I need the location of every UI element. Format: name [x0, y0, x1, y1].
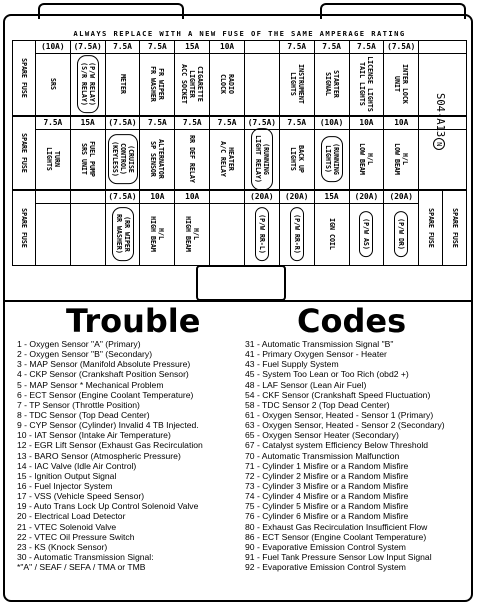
fuse-label: H/L LOW BEAM — [393, 142, 410, 175]
trouble-code-item: 65 - Oxygen Sensor Heater (Secondary) — [245, 430, 399, 441]
trouble-code-item: 30 - Automatic Transmission Signal: — [17, 551, 154, 562]
fuse-label: FR WIPER FR WASHER — [149, 66, 166, 102]
fuse-slot — [349, 117, 384, 189]
fuse-amperage: 7.5A — [175, 117, 209, 130]
fuse-amperage: (7.5A) — [384, 41, 418, 54]
fuse-label: LICENSE LIGHTS TAIL LIGHTS — [358, 56, 375, 112]
trouble-code-item: 13 - BARO Sensor (Atmospheric Pressure) — [17, 450, 181, 461]
fuse-slot — [349, 191, 384, 265]
warning-header: ALWAYS REPLACE WITH A NEW FUSE OF THE SAME AMPERAGE RATING — [73, 29, 406, 38]
fuse-amperage: 7.5A — [280, 117, 314, 130]
trouble-code-item: 10 - IAT Sensor (Intake Air Temperature) — [17, 430, 171, 441]
fuse-amperage — [13, 41, 35, 53]
trouble-code-item: 48 - LAF Sensor (Lean Air Fuel) — [245, 379, 367, 390]
trouble-code-item: 3 - MAP Sensor (Manifold Absolute Pressure) — [17, 359, 191, 370]
fuse-label: INSTRUMENT LIGHTS — [288, 64, 305, 104]
fuse-label: SPARE FUSE — [19, 133, 28, 173]
fuse-slot — [209, 41, 244, 115]
trouble-code-item: 90 - Evaporative Emission Control System — [245, 541, 406, 552]
fuse-row-1 — [12, 40, 467, 116]
fuse-label: HEATER A/C RELAY — [219, 140, 236, 177]
fuse-row-3 — [12, 190, 467, 266]
fuse-slot — [244, 41, 279, 115]
fuse-label: SRS — [48, 77, 57, 90]
fuse-label: RR DEF RELAY — [188, 134, 197, 183]
trouble-code-item: 43 - Fuel Supply System — [245, 359, 339, 370]
fuse-amperage: (7.5A) — [71, 41, 105, 54]
trouble-code-item: 4 - CKP Sensor (Crankshaft Position Sensor) — [17, 369, 189, 380]
trouble-code-item: 14 - IAC Valve (Idle Air Control) — [17, 460, 137, 471]
fuse-slot — [383, 191, 418, 265]
trouble-code-item: 91 - Fuel Tank Pressure Sensor Low Input Signal — [245, 551, 432, 562]
fuse-label: (P/W RR-L) — [255, 207, 269, 261]
fuse-label: TURN LIGHTS — [44, 146, 61, 171]
fuse-amperage — [36, 191, 70, 204]
fuse-amperage: 15A — [71, 117, 105, 130]
fuse-amperage: (7.5A) — [106, 117, 140, 130]
fuse-slot — [279, 117, 314, 189]
fuse-slot — [442, 191, 466, 265]
fuse-label: SPARE FUSE — [426, 208, 435, 248]
fuse-amperage: (20A) — [384, 191, 418, 204]
trouble-code-item: 61 - Oxygen Sensor, Heated - Sensor 1 (Primary) — [245, 409, 434, 420]
fuse-amperage: 15A — [315, 191, 349, 204]
fuse-label: H/L HIGH BEAM — [149, 216, 166, 252]
trouble-code-item: 8 - TDC Sensor (Top Dead Center) — [17, 409, 150, 420]
trouble-code-item: 72 - Cylinder 2 Misfire or a Random Misfire — [245, 470, 409, 481]
fuse-amperage: 10A — [140, 191, 174, 204]
trouble-code-item: 31 - Automatic Transmission Signal "B" — [245, 339, 394, 349]
fuse-label: STARTER SIGNAL — [323, 70, 340, 98]
fuse-slot — [35, 117, 70, 189]
fuse-slot — [13, 117, 35, 189]
trouble-code-item: 12 - EGR Lift Sensor (Exhaust Gas Recirculation — [17, 440, 203, 451]
trouble-code-item: 67 - Catalyst system Efficiency Below Threshold — [245, 440, 429, 451]
fuse-slot — [35, 41, 70, 115]
part-code — [433, 93, 446, 150]
trouble-code-item: 54 - CKF Sensor (Crankshaft Speed Fluctuation) — [245, 389, 431, 400]
fuse-slot — [139, 41, 174, 115]
relay-slot — [196, 265, 286, 301]
fuse-amperage: 15A — [175, 41, 209, 54]
fuse-label: SPARE FUSE — [19, 58, 28, 98]
fuse-label: (P/W DR) — [394, 211, 408, 257]
trouble-code-item: *"A" / SEAF / SEFA / TMA or TMB — [17, 562, 146, 573]
fuse-amperage: (20A) — [245, 191, 279, 204]
fuse-row-2 — [12, 116, 467, 190]
fuse-slot — [209, 191, 244, 265]
fuse-slot — [314, 117, 349, 189]
fuse-amperage: (7.5A) — [245, 117, 279, 130]
fuse-slot — [174, 41, 209, 115]
trouble-code-item: 74 - Cylinder 4 Misfire or a Random Misfire — [245, 491, 409, 502]
fuse-amperage: 7.5A — [315, 41, 349, 54]
fuse-slot — [314, 191, 349, 265]
trouble-code-item: 41 - Primary Oxygen Sensor - Heater — [245, 349, 387, 360]
trouble-code-item: 7 - TP Sensor (Throttle Position) — [17, 399, 140, 410]
title-codes: Codes — [297, 302, 407, 340]
fuse-label: METER — [118, 73, 127, 94]
trouble-code-item: 17 - VSS (Vehicle Speed Sensor) — [17, 491, 145, 502]
trouble-code-item: 75 - Cylinder 5 Misfire or a Random Misfire — [245, 501, 409, 512]
fuse-slot — [279, 191, 314, 265]
fuse-slot — [35, 191, 70, 265]
fuse-slot — [13, 41, 35, 115]
fuse-slot — [174, 191, 209, 265]
fuse-label: SPARE FUSE — [450, 208, 459, 248]
fuse-slot — [279, 41, 314, 115]
trouble-code-item: 45 - System Too Lean or Too Rich (obd2 +) — [245, 369, 409, 380]
fuse-label: IGN COIL — [327, 218, 336, 250]
trouble-code-item: 16 - Fuel Injector System — [17, 480, 113, 491]
fuse-label: H/L HIGH BEAM — [184, 216, 201, 252]
fuse-amperage — [13, 191, 35, 203]
fuse-label: INTER LOCK UNIT — [393, 64, 410, 104]
codes-list-right — [245, 339, 445, 572]
trouble-code-item: 2 - Oxygen Sensor "B" (Secondary) — [17, 349, 153, 360]
fuse-slot — [244, 117, 279, 189]
fuse-amperage: (10A) — [36, 41, 70, 54]
fuse-amperage: (20A) — [350, 191, 384, 204]
trouble-code-item: 58 - TDC Sensor 2 (Top Dead Center) — [245, 399, 390, 410]
fuse-label: (RUNNING LIGHT RELAY) — [251, 128, 273, 190]
fuse-slot — [418, 191, 442, 265]
fuse-slot — [105, 117, 140, 189]
fuse-label: H/L LOW BEAM — [358, 142, 375, 175]
fuse-slot — [105, 41, 140, 115]
fuse-amperage — [210, 191, 244, 204]
trouble-code-item: 80 - Exhaust Gas Recirculation Insufficient Flow — [245, 521, 428, 532]
trouble-code-item: 63 - Oxygen Sensor, Heated - Sensor 2 (Secondary) — [245, 420, 445, 431]
title-trouble: Trouble — [66, 302, 201, 340]
trouble-code-item: 86 - ECT Sensor (Engine Coolant Temperature) — [245, 531, 427, 542]
fuse-amperage: 7.5A — [106, 41, 140, 54]
fuse-slot — [314, 41, 349, 115]
trouble-code-item: 22 - VTEC Oil Pressure Switch — [17, 531, 135, 542]
part-code-text: S04-A13 — [434, 93, 446, 138]
codes-list-left — [17, 339, 203, 572]
trouble-code-item: 19 - Auto Trans Lock Up Control Solenoid Valve — [17, 501, 199, 512]
fuse-amperage: (10A) — [315, 117, 349, 130]
fuse-label: RADIO CLOCK — [219, 73, 236, 94]
fuse-label: (RR WIPER RR WASHER) — [112, 207, 134, 261]
fuse-amperage: 10A — [175, 191, 209, 204]
fuse-slot — [70, 191, 105, 265]
trouble-code-item: 76 - Cylinder 6 Misfire or a Random Misfire — [245, 511, 409, 522]
fuse-label: FUEL PUMP SRS UNIT — [79, 140, 96, 177]
trouble-code-item: 71 - Cylinder 1 Misfire or a Random Misfire — [245, 460, 409, 471]
fuse-amperage: 7.5A — [36, 117, 70, 130]
fuse-amperage: (7.5A) — [106, 191, 140, 204]
fuse-label: (P/W AS) — [359, 211, 373, 257]
fuse-slot — [70, 41, 105, 115]
trouble-code-item: 23 - KS (Knock Sensor) — [17, 541, 108, 552]
trouble-code-item: 5 - MAP Sensor * Mechanical Problem — [17, 379, 164, 390]
fuse-amperage — [71, 191, 105, 204]
fuse-label: (P/W RELAY) (S/R RELAY) — [77, 55, 99, 113]
fuse-amperage: 10A — [384, 117, 418, 130]
fuse-amperage: 10A — [210, 41, 244, 54]
fuse-amperage: 7.5A — [350, 41, 384, 54]
fuse-amperage: 7.5A — [140, 41, 174, 54]
fuse-amperage — [245, 41, 279, 54]
fuse-amperage — [419, 41, 466, 54]
fuse-label: SPARE FUSE — [19, 208, 28, 248]
fuse-amperage: (20A) — [280, 191, 314, 204]
trouble-code-item: 9 - CYP Sensor (Cylinder) Invalid 4 TB Injected. — [17, 420, 199, 431]
fuse-label: (P/W RR-R) — [290, 207, 304, 261]
trouble-code-item: 6 - ECT Sensor (Engine Coolant Temperature) — [17, 389, 194, 400]
trouble-code-item: 92 - Evaporative Emission Control System — [245, 562, 406, 573]
fuse-label: CIGARETTE LIGHTER ACC SOCKET — [180, 64, 205, 104]
fuse-slot — [13, 191, 35, 265]
fuse-amperage: 10A — [350, 117, 384, 130]
trouble-code-item: 21 - VTEC Solenoid Valve — [17, 521, 117, 532]
fuse-label: (CRUISE CONTROL) (KEYLESS) — [108, 134, 138, 184]
fuse-amperage: 7.5A — [210, 117, 244, 130]
trouble-code-item: 73 - Cylinder 3 Misfire or a Random Misfire — [245, 480, 409, 491]
fuse-slot — [139, 117, 174, 189]
fuse-amperage: 7.5A — [280, 41, 314, 54]
fuse-label: (RUNNING LIGHTS) — [321, 136, 343, 182]
fuse-amperage — [13, 117, 35, 129]
fuse-label: BACK UP LIGHTS — [288, 144, 305, 173]
fuse-slot — [383, 41, 418, 115]
trouble-code-item: 1 - Oxygen Sensor "A" (Primary) — [17, 339, 141, 349]
fuse-slot — [174, 117, 209, 189]
trouble-code-item: 15 - Ignition Output Signal — [17, 470, 117, 481]
part-code-mark: N — [433, 138, 445, 150]
fuse-amperage: 7.5A — [140, 117, 174, 130]
trouble-code-item: 20 - Electrical Load Detector — [17, 511, 126, 522]
fuse-slot — [139, 191, 174, 265]
fuse-slot — [70, 117, 105, 189]
fuse-slot — [349, 41, 384, 115]
trouble-code-item: 70 - Automatic Transmission Malfunction — [245, 450, 400, 461]
fuse-slot — [105, 191, 140, 265]
fuse-label: ALTERNATOR SP SENSOR — [149, 138, 166, 179]
fuse-slot — [209, 117, 244, 189]
fuse-slot — [383, 117, 418, 189]
fuse-slot — [244, 191, 279, 265]
